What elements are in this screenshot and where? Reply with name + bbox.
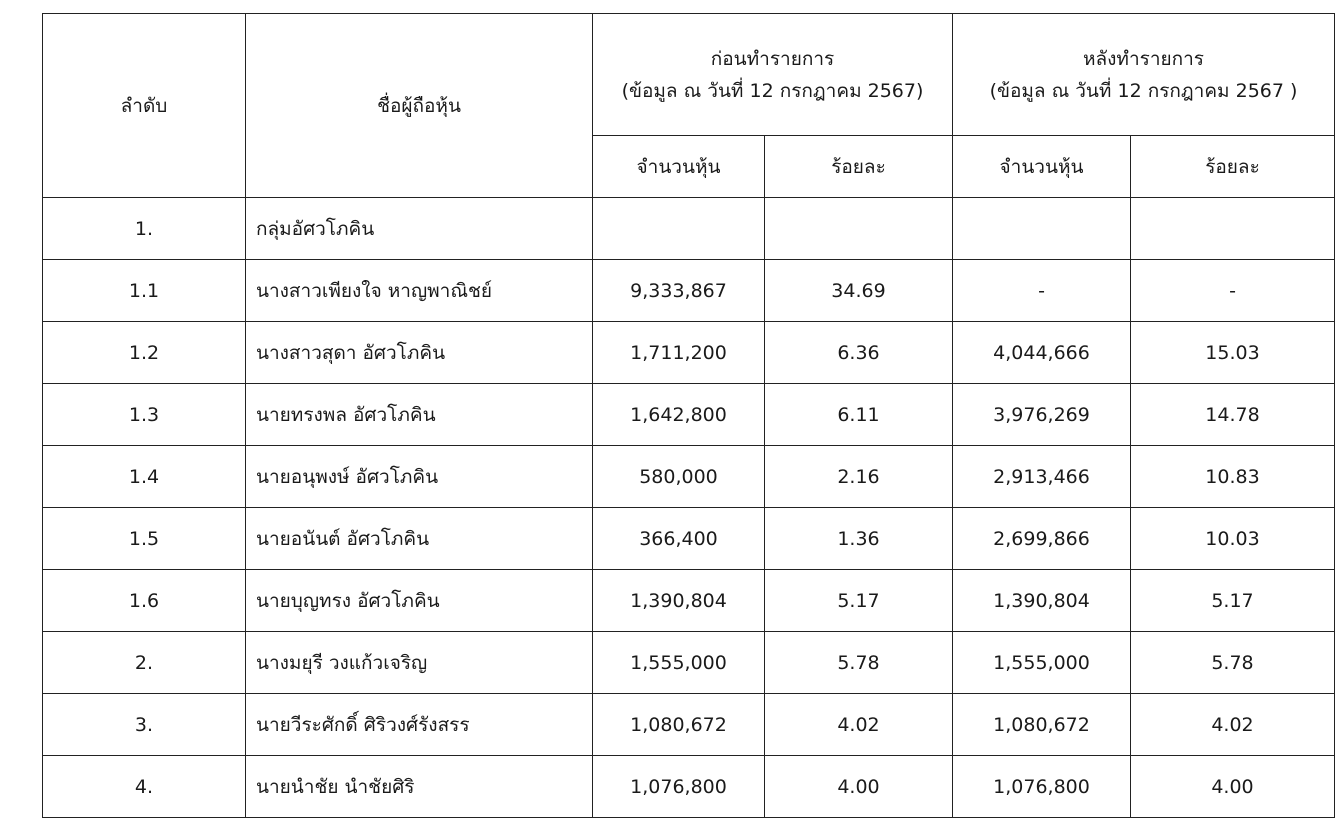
- before-percent-cell: 6.36: [765, 322, 953, 384]
- before-shares-cell: 580,000: [593, 446, 765, 508]
- shareholder-name-cell: นายบุญทรง อัศวโภคิน: [246, 570, 593, 632]
- order-cell: 1.6: [43, 570, 246, 632]
- after-percent-cell: 15.03: [1131, 322, 1335, 384]
- header-row: [43, 14, 1335, 136]
- before-percent-cell: [765, 198, 953, 260]
- order-cell: 1.4: [43, 446, 246, 508]
- before-shares-cell: 1,642,800: [593, 384, 765, 446]
- table-row: [43, 632, 1335, 694]
- order-cell: 1.2: [43, 322, 246, 384]
- after-shares-cell: 2,913,466: [953, 446, 1131, 508]
- after-percent-cell: 10.83: [1131, 446, 1335, 508]
- order-cell: 3.: [43, 694, 246, 756]
- before-percent-cell: 5.17: [765, 570, 953, 632]
- table-row: [43, 694, 1335, 756]
- table-row: [43, 322, 1335, 384]
- before-shares-cell: 366,400: [593, 508, 765, 570]
- after-percent-cell: [1131, 198, 1335, 260]
- after-percent-cell: 14.78: [1131, 384, 1335, 446]
- after-transaction-header: [953, 14, 1335, 136]
- shareholder-name-header: ชื่อผู้ถือหุ้น: [246, 14, 593, 198]
- before-percent-header: ร้อยละ: [765, 136, 953, 198]
- shareholder-name-cell: นายอนุพงษ์ อัศวโภคิน: [246, 446, 593, 508]
- before-percent-cell: 5.78: [765, 632, 953, 694]
- after-shares-cell: 1,080,672: [953, 694, 1131, 756]
- after-transaction-title: หลังทำรายการ: [1082, 47, 1205, 70]
- after-shares-cell: 2,699,866: [953, 508, 1131, 570]
- after-percent-cell: 4.02: [1131, 694, 1335, 756]
- shareholder-name-cell: นางมยุรี วงแก้วเจริญ: [246, 632, 593, 694]
- order-cell: 1.3: [43, 384, 246, 446]
- table-row: [43, 446, 1335, 508]
- table-row: [43, 260, 1335, 322]
- before-shares-cell: 1,711,200: [593, 322, 765, 384]
- after-percent-cell: 5.78: [1131, 632, 1335, 694]
- before-transaction-date: (ข้อมูล ณ วันที่ 12 กรกฎาคม 2567): [621, 79, 924, 102]
- shareholder-name-cell: นายวีระศักดิ์ ศิริวงศ์รังสรร: [246, 694, 593, 756]
- order-cell: 4.: [43, 756, 246, 818]
- before-transaction-header: [593, 14, 953, 136]
- order-cell: 2.: [43, 632, 246, 694]
- after-shares-cell: 3,976,269: [953, 384, 1131, 446]
- before-shares-cell: 9,333,867: [593, 260, 765, 322]
- after-shares-cell: 1,390,804: [953, 570, 1131, 632]
- shareholder-name-cell: นางสาวเพียงใจ หาญพาณิชย์: [246, 260, 593, 322]
- order-cell: 1.1: [43, 260, 246, 322]
- before-shares-header: จำนวนหุ้น: [593, 136, 765, 198]
- after-shares-cell: 1,555,000: [953, 632, 1131, 694]
- before-shares-cell: 1,555,000: [593, 632, 765, 694]
- before-percent-cell: 2.16: [765, 446, 953, 508]
- before-percent-cell: 6.11: [765, 384, 953, 446]
- shareholder-name-cell: นางสาวสุดา อัศวโภคิน: [246, 322, 593, 384]
- order-header: ลำดับ: [43, 14, 246, 198]
- after-percent-cell: 4.00: [1131, 756, 1335, 818]
- before-shares-cell: 1,076,800: [593, 756, 765, 818]
- table-row: [43, 198, 1335, 260]
- after-percent-header: ร้อยละ: [1131, 136, 1335, 198]
- table-row: [43, 570, 1335, 632]
- after-shares-cell: 4,044,666: [953, 322, 1131, 384]
- before-percent-cell: 1.36: [765, 508, 953, 570]
- shareholder-name-cell: นายอนันต์ อัศวโภคิน: [246, 508, 593, 570]
- before-percent-cell: 4.00: [765, 756, 953, 818]
- shareholder-name-cell: นายนำชัย นำชัยศิริ: [246, 756, 593, 818]
- after-transaction-date: (ข้อมูล ณ วันที่ 12 กรกฎาคม 2567 ): [989, 79, 1298, 102]
- shareholder-table: [42, 13, 1335, 818]
- before-percent-cell: 4.02: [765, 694, 953, 756]
- table-row: [43, 508, 1335, 570]
- table-row: [43, 384, 1335, 446]
- after-percent-cell: 5.17: [1131, 570, 1335, 632]
- table-row: [43, 756, 1335, 818]
- after-shares-cell: -: [953, 260, 1131, 322]
- after-shares-cell: 1,076,800: [953, 756, 1131, 818]
- shareholder-name-cell: กลุ่มอัศวโภคิน: [246, 198, 593, 260]
- order-cell: 1.: [43, 198, 246, 260]
- order-cell: 1.5: [43, 508, 246, 570]
- before-shares-cell: 1,390,804: [593, 570, 765, 632]
- before-shares-cell: 1,080,672: [593, 694, 765, 756]
- after-percent-cell: 10.03: [1131, 508, 1335, 570]
- before-shares-cell: [593, 198, 765, 260]
- before-transaction-title: ก่อนทำรายการ: [710, 47, 835, 70]
- after-percent-cell: -: [1131, 260, 1335, 322]
- after-shares-cell: [953, 198, 1131, 260]
- shareholder-name-cell: นายทรงพล อัศวโภคิน: [246, 384, 593, 446]
- after-shares-header: จำนวนหุ้น: [953, 136, 1131, 198]
- before-percent-cell: 34.69: [765, 260, 953, 322]
